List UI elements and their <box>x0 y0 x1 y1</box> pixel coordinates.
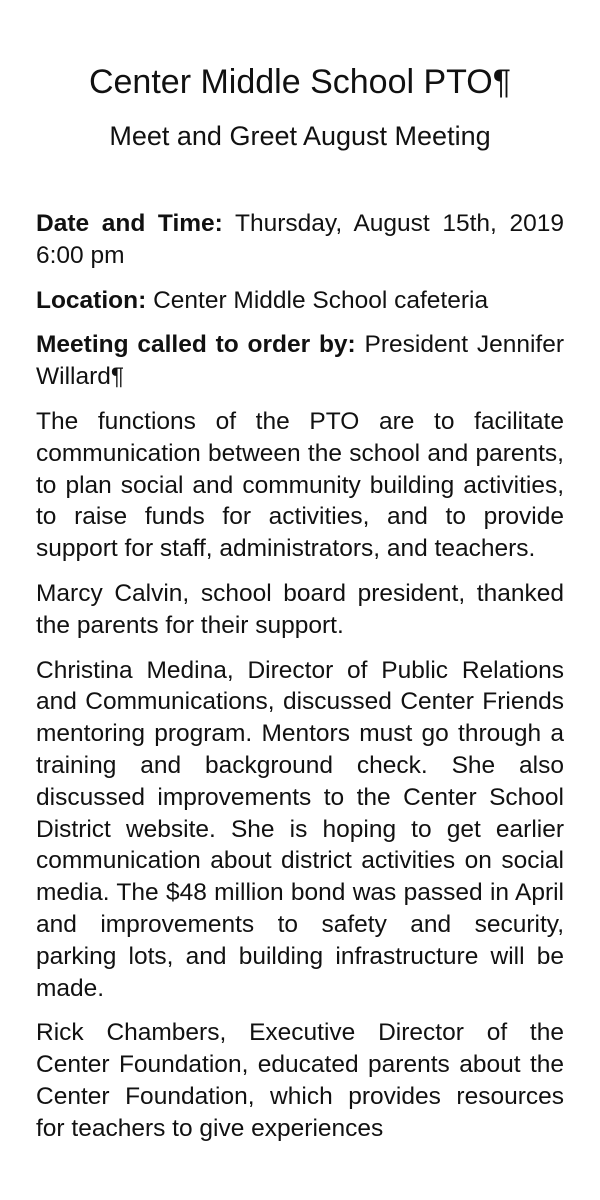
date-time-line <box>36 208 564 272</box>
document-subtitle: Meet and Greet August Meeting <box>109 121 491 151</box>
location-label: Location: <box>36 286 147 314</box>
called-to-order-value: President Jennifer Willard¶ <box>36 331 564 391</box>
document-title: Center Middle School PTO¶ <box>88 63 512 101</box>
called-to-order-line <box>36 329 564 393</box>
paragraph-public-relations: Christina Medina, Director of Public Relations and Communications, discussed Center Friends mentoring program. Mentors must go through a training and background check. She also discussed improvements to the Center School District website. She is hoping to get earlier communication about district activities on social media. The $48 million bond was passed in April and improvements to safety and security, parking lots, and building infrastructure will be made. <box>36 656 564 1002</box>
paragraph-board-president: Marcy Calvin, school board president, thanked the parents for their support. <box>36 579 564 639</box>
paragraph-pto-functions: The functions of the PTO are to facilitate communication between the school and parents, to plan social and community building activities, to raise funds for activities, and to provide support for staff, administrators, and teachers. <box>36 407 564 563</box>
location-line <box>36 285 564 317</box>
date-time-value: Thursday, August 15th, 2019 6:00 pm <box>36 210 564 269</box>
document-body <box>36 208 564 1158</box>
called-to-order-label: Meeting called to order by: <box>36 331 356 359</box>
date-time-label: Date and Time: <box>36 210 223 237</box>
location-value: Center Middle School cafeteria <box>153 286 489 314</box>
paragraph-foundation: Rick Chambers, Executive Director of the Center Foundation, educated parents about the Center Foundation, which provides resources for teachers to give experiences <box>36 1019 564 1142</box>
